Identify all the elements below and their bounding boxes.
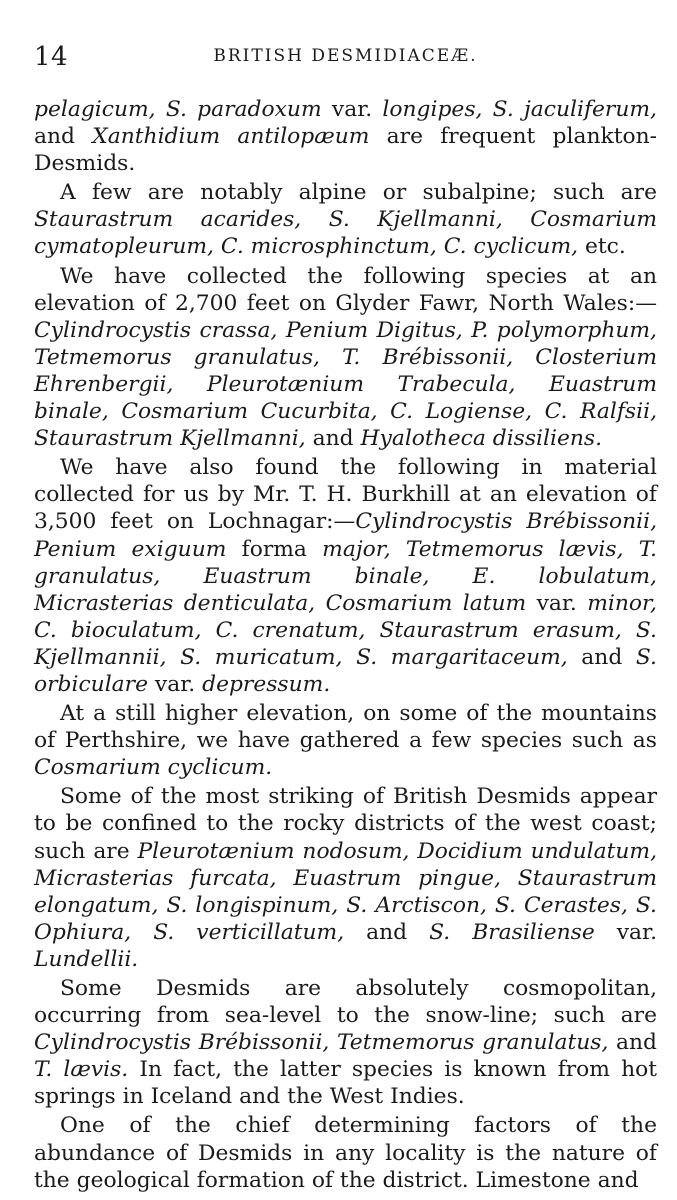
paragraph <box>34 783 657 973</box>
text-run: etc. <box>578 234 626 260</box>
text-run: and <box>344 919 430 945</box>
page-header <box>34 42 657 78</box>
italic-run: Staurastrum acarides, S. Kjellmanni, Cosmarium cymatopleurum, C. microsphinctum, C. cyclicum, <box>34 207 657 260</box>
text-run: We have collected the following species at an elevation of 2,700 feet on Glyder Fawr, North Wales:— <box>34 263 657 316</box>
italic-run: minor, C. bioculatum, C. crenatum, Staurastrum erasum, S. Kjellmannii, S. muricatum, S. margaritaceum, <box>34 590 657 670</box>
text-run: We have also found the following in material collected for us by Mr. T. H. Burkhill at an elevation of 3,500 feet on Lochnagar:— <box>34 455 657 535</box>
text-run: Some of the most striking of British Desmids appear to be confined to the rocky districts of the west coast; such are <box>34 784 657 864</box>
paragraph <box>34 700 657 781</box>
paragraph <box>34 975 657 1110</box>
italic-run: depressum. <box>202 671 331 697</box>
text-run: var. <box>321 97 383 122</box>
text-run: At a still higher elevation, on some of the mountains of Perthshire, we have gathered a few species such as <box>34 701 657 754</box>
text-run: Some Desmids are absolutely cosmopolitan, occurring from sea-level to the snow-line; such are <box>34 976 657 1029</box>
italic-run: pelagicum, S. paradoxum <box>34 97 322 122</box>
italic-run: Xanthidium antilopæum <box>92 124 370 150</box>
italic-run: S. orbiculare <box>34 644 657 697</box>
text-run: var. <box>526 590 588 616</box>
running-title: BRITISH DESMIDIACEÆ. <box>213 46 478 66</box>
text-run: var. <box>148 671 203 697</box>
italic-run: Cylindrocystis crassa, Penium Digitus, P. polymorphum, Tetmemorus granulatus, T. Brébissonii, Closterium Ehrenbergii, Pleurotænium Trabecula, Euastrum binale, Cosmarium Cucurbita, C. Logiense, C. Ralfsii, Staurastrum Kjellmanni, <box>34 317 657 452</box>
italic-run: Cosmarium cyclicum. <box>34 755 273 781</box>
text-run: and <box>34 124 93 150</box>
italic-run: major, Tetmemorus lævis, T. granulatus, Euastrum binale, E. lobulatum, Micrasterias denticulata, Cosmarium latum <box>34 536 657 616</box>
text-run: A few are notably alpine or subalpine; such are <box>60 180 657 206</box>
italic-run: Pleurotænium nodosum, Docidium undulatum, Micrasterias furcata, Euastrum pingue, Staurastrum elongatum, S. longispinum, S. Arctiscon, S. Cerastes, S. Ophiura, S. verticillatum, <box>34 838 657 945</box>
paragraph <box>34 96 657 177</box>
italic-run: Lundellii. <box>34 946 139 972</box>
italic-run: S. Brasiliense <box>429 919 595 945</box>
text-run: and <box>305 426 361 452</box>
body-text <box>34 96 657 1194</box>
paragraph <box>34 179 657 260</box>
text-run: In fact, the latter species is known from hot springs in Iceland and the West Indies. <box>34 1057 657 1110</box>
italic-run: Hyalotheca dissiliens. <box>360 426 603 452</box>
text-run: are frequent plankton-Desmids. <box>34 124 657 177</box>
text-run: One of the chief determining factors of the abundance of Desmids in any locality is the nature of the geological formation of the district. Limestone and <box>34 1113 657 1193</box>
paragraph <box>34 1112 657 1193</box>
text-run: and <box>608 1030 657 1056</box>
italic-run: Cylindrocystis Brébissonii, Penium exiguum <box>34 509 658 562</box>
paragraph <box>34 263 657 453</box>
text-run: forma <box>226 536 323 562</box>
paragraph <box>34 454 657 698</box>
italic-run: Cylindrocystis Brébissonii, Tetmemorus granulatus, <box>34 1030 609 1056</box>
italic-run: T. lævis. <box>34 1057 129 1083</box>
page-number: 14 <box>34 42 69 72</box>
text-run: and <box>567 644 636 670</box>
text-run: var. <box>594 919 657 945</box>
italic-run: longipes, S. jaculiferum, <box>382 97 657 122</box>
